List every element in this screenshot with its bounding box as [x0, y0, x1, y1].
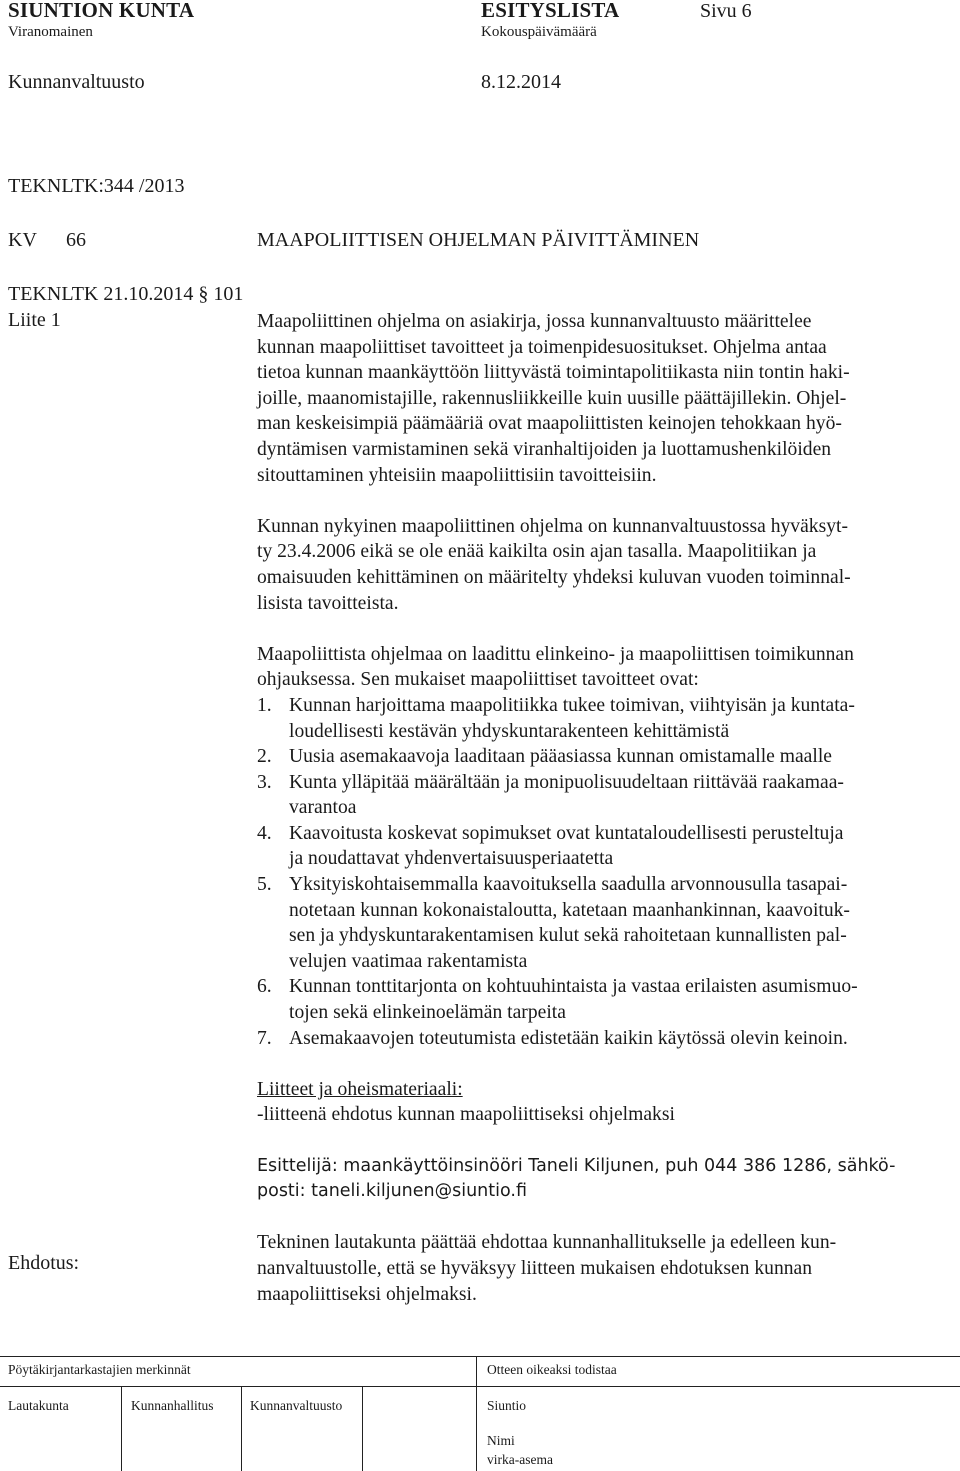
main-text [257, 309, 957, 1307]
meeting-date: 8.12.2014 [481, 71, 561, 93]
proposal-line: Tekninen lautakunta päättää ehdottaa kunnanhallitukselle ja edelleen kun- [257, 1232, 837, 1254]
doc-type-sublabel: Kokouspäivämäärä [481, 24, 597, 40]
list-item: 3. Kunta ylläpitää määrältään ja monipuolisuudeltaan riittävää raakamaa- varantoa [257, 771, 844, 819]
list-item: 6. Kunnan tonttitarjonta on kohtuuhintaista ja vastaa erilaisten asumismuo- tojen sekä elinkeinoelämän tarpeita [257, 976, 858, 1024]
footer-divider [241, 1386, 242, 1471]
footer-nimi: Nimi [487, 1433, 515, 1448]
footer-divider [362, 1386, 363, 1471]
text-line: Maapoliittinen ohjelma on asiakirja, jossa kunnanvaltuusto määrittelee [257, 311, 812, 332]
page-number: Sivu 6 [700, 0, 752, 22]
footer-divider [0, 1386, 960, 1387]
text-line: man keskeisimpiä päämääriä ovat maapoliittisten keinojen tehokkaan hyö- [257, 413, 842, 435]
kv-label: KV [8, 229, 37, 251]
meeting-body: Kunnanvaltuusto [8, 71, 145, 93]
footer-kunnanvaltuusto: Kunnanvaltuusto [250, 1398, 343, 1413]
attachment-item: -liitteenä ehdotus kunnan maapoliittiseksi ohjelmaksi [257, 1104, 675, 1126]
presenter-line: posti: taneli.kiljunen@siuntio.fi [257, 1181, 527, 1202]
text-line: Maapoliittista ohjelmaa on laadittu elinkeino- ja maapoliittisen toimikunnan [257, 643, 854, 665]
presenter-line: Esittelijä: maankäyttöinsinööri Taneli Kiljunen, puh 044 386 1286, sähkö- [257, 1155, 896, 1176]
page-title: MAAPOLIITTISEN OHJELMAN PÄIVITTÄMINEN [257, 229, 700, 251]
footer-divider [121, 1386, 122, 1471]
footer-siuntio: Siuntio [487, 1398, 527, 1413]
footer-notes-label: Pöytäkirjantarkastajien merkinnät [8, 1362, 191, 1377]
footer-lautakunta: Lautakunta [8, 1398, 69, 1413]
org-name: SIUNTION KUNTA [8, 0, 195, 22]
kv-number: 66 [66, 229, 86, 251]
list-item: 1. Kunnan harjoittama maapolitiikka tukee toimivan, viihtyisän ja kuntata- loudellisesti kestävän yhdyskuntarakenteen kehittämistä [257, 694, 855, 742]
goals-list [257, 693, 957, 1051]
text-line: sitouttaminen yhteisiin maapoliittisiin tavoitteisiin. [257, 464, 657, 486]
footer-certify-label: Otteen oikeaksi todistaa [487, 1362, 617, 1377]
text-line: tietoa kunnan maankäyttöön liittyvästä toimintapolitiikasta niin tontin haki- [257, 362, 850, 384]
text-line: Kunnan nykyinen maapoliittinen ohjelma on kunnanvaltuustossa hyväksyt- [257, 515, 848, 537]
proposal-line: maapoliittiseksi ohjelmaksi. [257, 1283, 477, 1305]
section-sign: § [198, 283, 209, 305]
attachment-label: Liite 1 [8, 309, 61, 331]
attachments-heading: Liitteet ja oheismateriaali: [257, 1078, 463, 1100]
text-line: joille, maanomistajille, rakennusliikkeille kuin uusille päättäjillekin. Ohjel- [257, 387, 847, 409]
list-item: 5. Yksityiskohtaisemmalla kaavoituksella saadulla arvonnousulla tasapai- notetaan kunnan kokonaistaloutta, katetaan maanhankinnan, kaavoituk- sen ja yhdyskuntarakentamisen kulut sekä rahoitetaan kunnallisten pal- velujen vaatimaa rakentamista [257, 874, 850, 972]
list-item: 4. Kaavoitusta koskevat sopimukset ovat kuntataloudellisesti perusteltuja ja noudattavat yhdenvertaisuusperiaatetta [257, 822, 844, 870]
footer-divider [476, 1356, 477, 1471]
proposal-label: Ehdotus: [8, 1252, 80, 1274]
list-item: 7. Asemakaavojen toteutumista edistetään kaikin käytössä olevin keinoin. [257, 1027, 848, 1049]
text-line: omaisuuden kehittäminen on määritelty yhdeksi kuluvan vuoden toiminnal- [257, 566, 851, 588]
tekn-ltk-ref: TEKNLTK:344 /2013 [8, 175, 185, 197]
text-line: ohjauksessa. Sen mukaiset maapoliittiset tavoitteet ovat: [257, 669, 699, 691]
doc-type: ESITYSLISTA [481, 0, 620, 22]
text-line: lisista tavoitteista. [257, 592, 399, 614]
footer-virka: virka-asema [487, 1452, 553, 1467]
proposal-line: nanvaltuustolle, että se hyväksyy liitteen mukaisen ehdotuksen kunnan [257, 1257, 813, 1279]
text-line: dyntämisen varmistaminen sekä viranhaltijoiden ja luottamushenkilöiden [257, 438, 832, 460]
text-line: ty 23.4.2006 eikä se ole enää kaikilta osin ajan tasalla. Maapolitiikan ja [257, 541, 817, 563]
previous-handling: TEKNLTK 21.10.2014 § 101 [8, 283, 244, 305]
text-line: kunnan maapoliittiset tavoitteet ja toimenpidesuositukset. Ohjelma antaa [257, 336, 827, 358]
footer-kunnanhallitus: Kunnanhallitus [131, 1398, 214, 1413]
list-item: 2. Uusia asemakaavoja laaditaan pääasiassa kunnan omistamalle maalle [257, 746, 832, 768]
footer-divider [0, 1356, 960, 1357]
org-sublabel: Viranomainen [8, 24, 93, 40]
